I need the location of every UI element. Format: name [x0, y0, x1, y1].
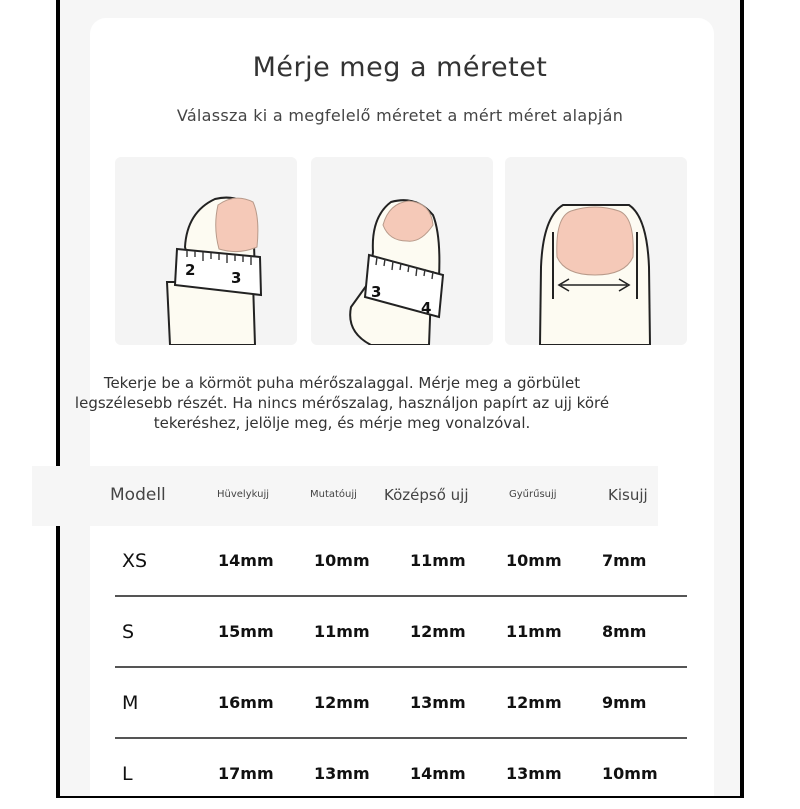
pinky-cell: 10mm [602, 764, 658, 783]
ring-cell: 13mm [506, 764, 562, 783]
table-row [58, 526, 688, 596]
nail-width-arrow-icon [505, 157, 687, 345]
model-cell: S [122, 621, 135, 643]
finger-tape-measure-icon [311, 157, 493, 345]
header-middle: Középső ujj [384, 486, 469, 504]
measurement-instructions: Tekerje be a körmöt puha mérőszalaggal. Mérje meg a görbület legszélesebb részét. Ha nincs mérőszalag, használjon papírt az ujj köré tekeréshez, jelölje meg, és mérje meg vonalzóval. [74, 374, 610, 432]
header-pinky: Kisujj [608, 486, 648, 504]
thumb-cell: 15mm [218, 622, 274, 641]
table-row [58, 739, 688, 797]
tape-number: 4 [421, 299, 432, 317]
tape-number: 2 [185, 261, 196, 279]
middle-cell: 12mm [410, 622, 466, 641]
table-row [58, 597, 688, 667]
model-cell: M [122, 692, 139, 714]
index-cell: 12mm [314, 693, 370, 712]
index-cell: 11mm [314, 622, 370, 641]
size-table-header [32, 466, 658, 526]
page-subtitle: Válassza ki a megfelelő méretet a mért méret alapján [176, 106, 624, 125]
nail-width-illustration [505, 157, 687, 345]
pinky-cell: 8mm [602, 622, 647, 641]
header-ring: Gyűrűsujj [509, 489, 557, 500]
thumb-tape-measure-icon [115, 157, 297, 345]
pinky-cell: 9mm [602, 693, 647, 712]
index-cell: 13mm [314, 764, 370, 783]
model-cell: L [122, 763, 133, 785]
header-index: Mutatóujj [310, 489, 357, 500]
thumb-cell: 14mm [218, 551, 274, 570]
tape-number: 3 [231, 269, 242, 287]
ring-cell: 12mm [506, 693, 562, 712]
ring-cell: 10mm [506, 551, 562, 570]
ring-cell: 11mm [506, 622, 562, 641]
model-cell: XS [122, 550, 148, 572]
page-title: Mérje meg a méretet [252, 52, 548, 83]
header-model: Modell [110, 485, 166, 505]
tape-number: 3 [371, 283, 382, 301]
middle-cell: 11mm [410, 551, 466, 570]
header-thumb: Hüvelykujj [217, 489, 270, 500]
middle-cell: 14mm [410, 764, 466, 783]
table-row [58, 668, 688, 738]
middle-cell: 13mm [410, 693, 466, 712]
thumb-tape-measure-illustration [115, 157, 297, 345]
thumb-cell: 16mm [218, 693, 274, 712]
thumb-cell: 17mm [218, 764, 274, 783]
finger-tape-measure-illustration [311, 157, 493, 345]
index-cell: 10mm [314, 551, 370, 570]
pinky-cell: 7mm [602, 551, 647, 570]
